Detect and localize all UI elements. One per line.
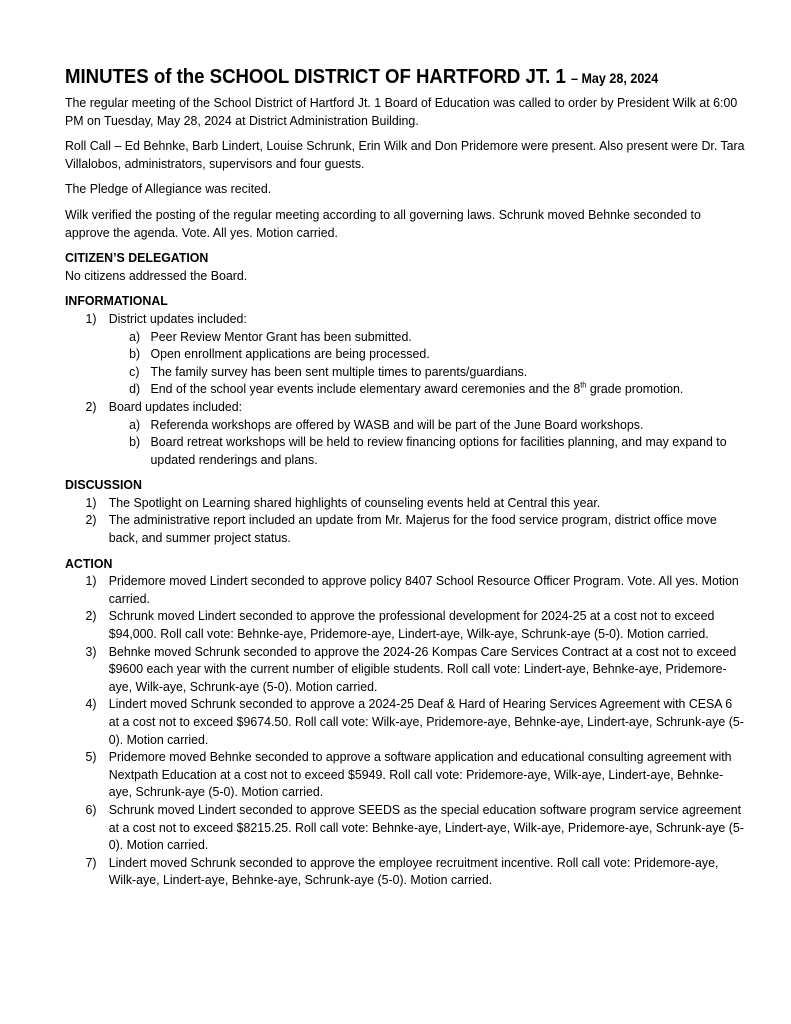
list-item — [85, 695, 745, 748]
sub-list-item — [129, 328, 745, 346]
document-title — [65, 62, 745, 94]
sub-list-item — [129, 433, 745, 468]
minutes-document — [65, 62, 745, 897]
informational-list — [65, 310, 745, 468]
list-item — [85, 854, 745, 889]
item-number: 4) — [85, 696, 97, 712]
sub-item-letter: b) — [129, 346, 141, 362]
section-heading-discussion: DISCUSSION — [65, 477, 142, 493]
item-number: 5) — [85, 749, 97, 765]
list-item — [85, 494, 745, 512]
item-text: Board updates included: — [108, 398, 243, 414]
sub-item-text: Referenda workshops are offered by WASB and will be part of the June Board workshops. — [150, 416, 644, 432]
list-item — [85, 607, 745, 642]
item-text: Schrunk moved Lindert seconded to approve the professional development for 2024-25 at a cost not to exceed $94,000. Roll call vote: Behnke-aye, Pridemore-aye, Lindert-aye, Wilk-aye, Schrunk-aye (5-0). Motion carried. — [108, 608, 715, 642]
item-number: 1) — [85, 573, 97, 589]
call-to-order-paragraph: The regular meeting of the School District of Hartford Jt. 1 Board of Education was called to order by President Wilk at 6:00 PM on Tuesday, May 28, 2024 at District Administration Building. — [65, 95, 738, 128]
item-number: 2) — [85, 512, 97, 528]
item-text: Behnke moved Schrunk seconded to approve the 2024-26 Kompas Care Services Contract at a cost not to exceed $9600 each year with the current number of eligible students. Roll call vote: Lindert-aye, Behnke-aye, Pridemore-aye, Wilk-aye, Schrunk-aye (5-0). Motion carried. — [108, 643, 737, 694]
item-text: Lindert moved Schrunk seconded to approve the employee recruitment incentive. Roll call vote: Pridemore-aye, Wilk-aye, Lindert-aye, Behnke-aye, Schrunk-aye (5-0). Motion carried. — [108, 854, 719, 888]
sub-list — [109, 328, 745, 398]
list-item — [85, 643, 745, 696]
sub-item-letter: a) — [129, 416, 141, 432]
item-number: 2) — [85, 608, 97, 624]
agenda-paragraph: Wilk verified the posting of the regular meeting according to all governing laws. Schrunk moved Behnke seconded to approve the agenda. Vote. All yes. Motion carried. — [65, 206, 701, 240]
list-item — [85, 572, 745, 607]
informational-section — [65, 292, 745, 468]
discussion-section — [65, 476, 745, 546]
sub-item-text: The family survey has been sent multiple times to parents/guardians. — [150, 363, 528, 379]
list-item — [85, 748, 745, 801]
sub-list-item — [129, 363, 745, 381]
item-text: Schrunk moved Lindert seconded to approve SEEDS as the special education software program service agreement at a cost not to exceed $8215.25. Roll call vote: Behnke-aye, Lindert-aye, Wilk-aye, Pridemore-aye, Schrunk-aye (5-0). Motion carried. — [108, 801, 744, 853]
action-list — [65, 572, 745, 889]
sub-item-letter: d) — [129, 381, 141, 397]
item-number: 2) — [85, 398, 97, 414]
citizens-delegation-section — [65, 249, 745, 284]
citizens-text: No citizens addressed the Board. — [65, 267, 248, 283]
sub-list-item — [129, 416, 745, 434]
item-text: The administrative report included an update from Mr. Majerus for the food service program, district office move back, and summer project status. — [108, 512, 717, 546]
sub-item-text: Peer Review Mentor Grant has been submitted. — [150, 328, 412, 344]
title-main: MINUTES of the SCHOOL DISTRICT OF HARTFORD JT. 1 — [65, 66, 566, 88]
sub-item-text: End of the school year events include elementary award ceremonies and the 8th grade promotion. — [150, 380, 684, 397]
sub-item-letter: c) — [129, 363, 140, 379]
item-number: 3) — [85, 643, 97, 659]
list-item — [85, 511, 745, 546]
item-text: The Spotlight on Learning shared highlights of counseling events held at Central this year. — [108, 494, 601, 510]
item-text: District updates included: — [108, 310, 247, 326]
meeting-date: – May 28, 2024 — [571, 71, 659, 86]
section-heading-informational: INFORMATIONAL — [65, 293, 168, 309]
item-number: 6) — [85, 801, 97, 817]
sub-list-item — [129, 345, 745, 363]
section-heading-action: ACTION — [65, 555, 113, 571]
ordinal-superscript: th — [580, 380, 587, 390]
sub-list — [109, 416, 745, 469]
list-item — [85, 398, 745, 468]
list-item — [85, 310, 745, 398]
list-item — [85, 801, 745, 854]
discussion-list — [65, 494, 745, 547]
item-text: Lindert moved Schrunk seconded to approve a 2024-25 Deaf & Hard of Hearing Services Agreement with CESA 6 at a cost not to exceed $9674.50. Roll call vote: Wilk-aye, Pridemore-aye, Behnke-aye, Lindert-aye, Schrunk-aye (5-0). Motion carried. — [108, 696, 744, 747]
roll-call-paragraph: Roll Call – Ed Behnke, Barb Lindert, Louise Schrunk, Erin Wilk and Don Pridemore were present. Also present were Dr. Tara Villalobos, administrators, supervisors and four guests. — [65, 138, 745, 171]
sub-list-item — [129, 380, 745, 398]
sub-item-text: Board retreat workshops will be held to review financing options for facilities planning, and may expand to updated renderings and plans. — [150, 434, 727, 467]
sub-item-letter: b) — [129, 434, 141, 450]
sub-item-text: Open enrollment applications are being processed. — [150, 346, 430, 362]
item-number: 7) — [85, 854, 97, 870]
sub-item-letter: a) — [129, 328, 141, 344]
section-heading-citizens: CITIZEN’S DELEGATION — [65, 250, 209, 266]
item-number: 1) — [85, 494, 97, 510]
item-text: Pridemore moved Behnke seconded to approve a software application and educational consulting agreement with Nextpath Education at a cost not to exceed $5949. Roll call vote: Pridemore-aye, Wilk-aye, Lindert-aye, Behnke-aye, Schrunk-aye (5-0). Motion carried. — [108, 749, 732, 800]
action-section — [65, 555, 745, 889]
pledge-paragraph: The Pledge of Allegiance was recited. — [65, 181, 272, 197]
item-text: Pridemore moved Lindert seconded to approve policy 8407 School Resource Officer Program. Vote. All yes. Motion carried. — [108, 573, 739, 606]
item-number: 1) — [85, 310, 97, 326]
